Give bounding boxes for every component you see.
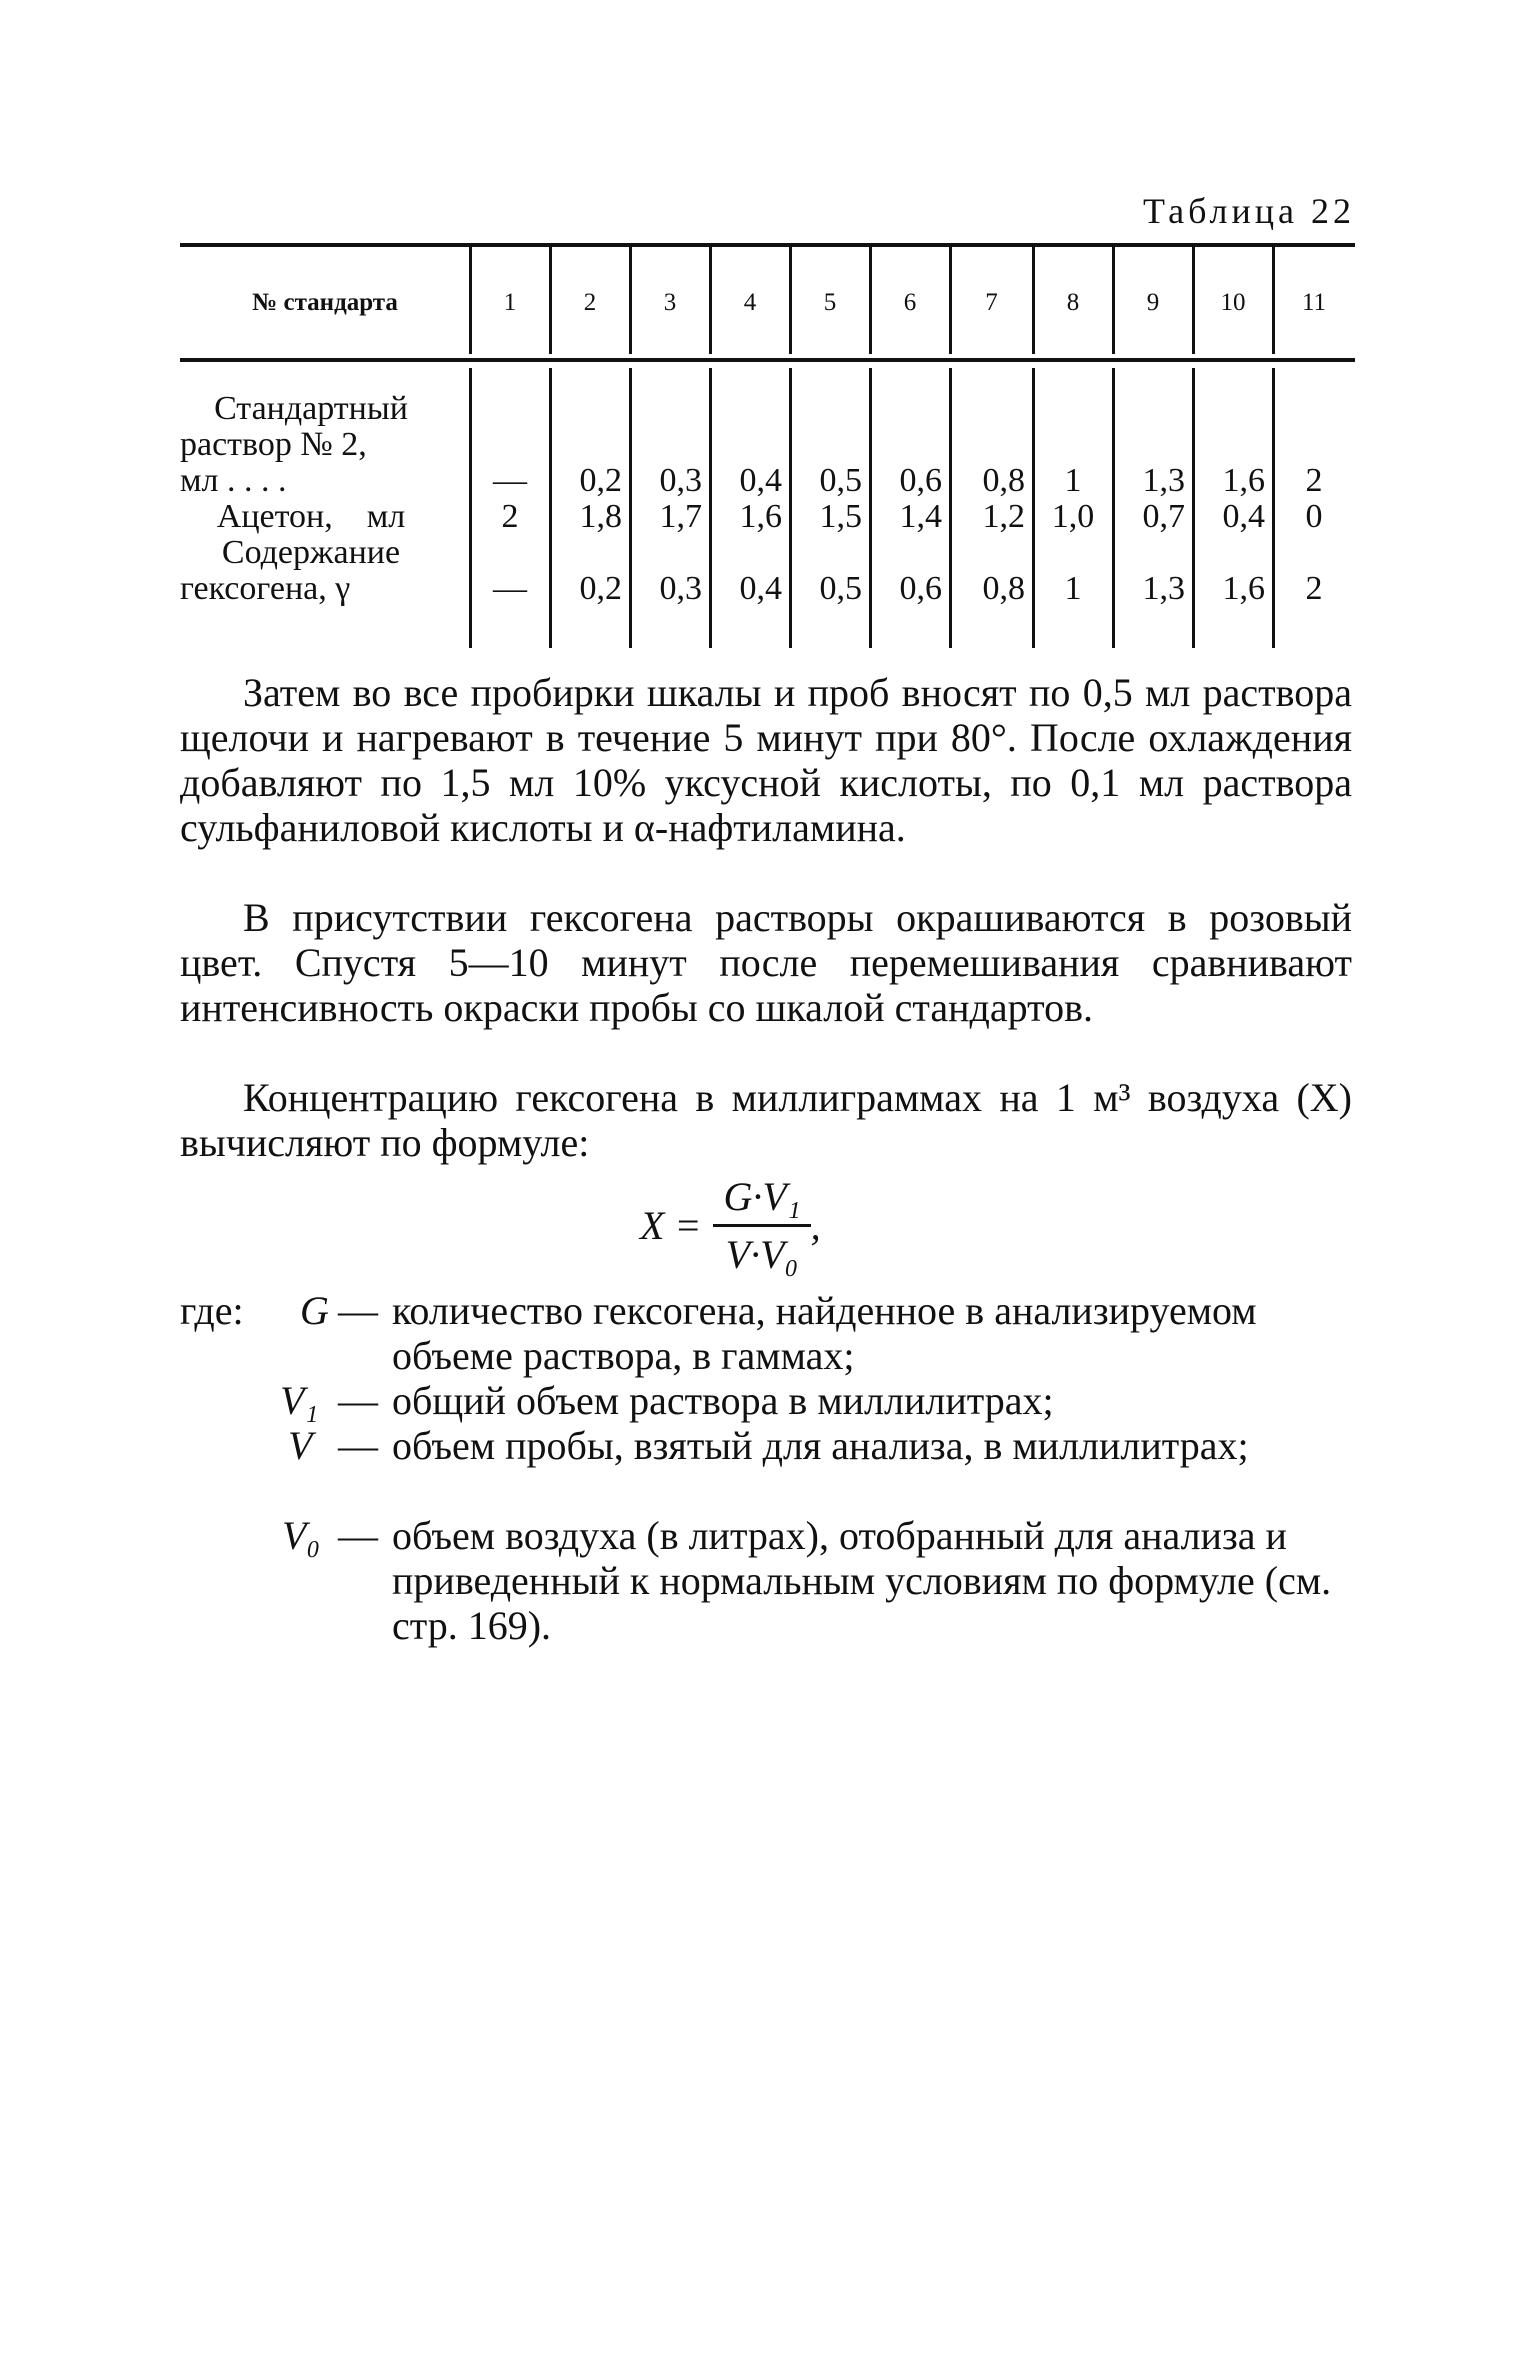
cell-hexogen-content-4: 0,4	[739, 570, 782, 607]
cell-standard-solution-3: 0,3	[659, 462, 702, 499]
column-divider	[1112, 247, 1115, 354]
legend-text-v1: общий объем раствора в миллилитрах;	[392, 1378, 1054, 1423]
cell-standard-solution-9: 1,3	[1142, 462, 1185, 499]
cell-acetone-9: 0,7	[1142, 498, 1185, 535]
header-standard-5: 5	[823, 288, 837, 316]
cell-standard-solution-1: —	[493, 462, 527, 499]
header-standard-10: 10	[1220, 288, 1246, 316]
cell-acetone-10: 0,4	[1222, 498, 1265, 535]
legend-text-v0: объем воздуха (в литрах), отобранный для анализа и приведенный к нормальным условиям по формуле (см. стр. 169).	[392, 1513, 1332, 1648]
cell-hexogen-content-7: 0,8	[982, 570, 1025, 607]
cell-hexogen-content-11: 2	[1305, 570, 1323, 607]
table-header-rule	[180, 358, 1355, 362]
column-divider	[1192, 247, 1195, 354]
cell-hexogen-content-10: 1,6	[1222, 570, 1265, 607]
legend-symbol-v: V	[288, 1423, 313, 1468]
cell-standard-solution-4: 0,4	[739, 462, 782, 499]
header-standard-2: 2	[583, 288, 597, 316]
cell-acetone-1: 2	[501, 498, 519, 535]
cell-acetone-6: 1,4	[899, 498, 942, 535]
legend-dash: —	[338, 1288, 378, 1333]
formula-lhs: X =	[640, 1202, 702, 1248]
paragraph-3: Концентрацию гексогена в миллиграммах на 1 м³ воздуха (X) вычисляют по формуле:	[180, 1075, 1352, 1165]
column-divider	[949, 247, 952, 354]
header-standard-1: 1	[503, 288, 517, 316]
cell-acetone-7: 1,2	[982, 498, 1025, 535]
column-divider	[789, 247, 792, 354]
cell-acetone-2: 1,8	[579, 498, 622, 535]
header-standard-7: 7	[985, 288, 998, 316]
header-standard-8: 8	[1066, 288, 1080, 316]
row-label-hexogen-content: Содержание гексогена, γ	[180, 534, 401, 607]
formula-denominator: V·V₀	[725, 1231, 799, 1277]
formula-trailing: ,	[810, 1202, 821, 1248]
table-caption: Таблица 22	[1143, 191, 1355, 231]
formula	[640, 1160, 821, 1290]
legend-text-v: объем пробы, взятый для анализа, в миллилитрах;	[392, 1423, 1249, 1468]
cell-hexogen-content-1: —	[493, 570, 527, 607]
header-standard-4: 4	[743, 288, 757, 316]
legend-dash: —	[338, 1513, 378, 1558]
column-divider	[469, 247, 472, 354]
header-standard-11: 11	[1301, 288, 1327, 316]
column-divider	[709, 247, 712, 354]
cell-standard-solution-7: 0,8	[982, 462, 1025, 499]
formula-fraction	[713, 1173, 810, 1278]
cell-standard-solution-8: 1	[1064, 462, 1082, 499]
column-divider	[1032, 247, 1035, 354]
cell-standard-solution-11: 2	[1305, 462, 1323, 499]
column-divider	[629, 247, 632, 354]
legend-dash: —	[338, 1423, 378, 1468]
header-standard-3: 3	[663, 288, 677, 316]
legend-intro: где:	[180, 1288, 244, 1333]
formula-numerator: G·V₁	[713, 1173, 810, 1227]
cell-acetone-4: 1,6	[739, 498, 782, 535]
column-divider	[869, 247, 872, 354]
cell-hexogen-content-5: 0,5	[819, 570, 862, 607]
legend-text-g: количество гексогена, найденное в анализируемом объеме раствора, в гаммах;	[392, 1288, 1257, 1378]
cell-acetone-8: 1,0	[1051, 498, 1095, 535]
header-standard-9: 9	[1146, 288, 1160, 316]
cell-hexogen-content-6: 0,6	[899, 570, 942, 607]
column-divider	[549, 247, 552, 354]
standards-table	[180, 243, 1355, 648]
paragraph-1: Затем во все пробирки шкалы и проб вносят по 0,5 мл раствора щелочи и нагревают в течение 5 минут при 80°. После охлаждения добавляют по 1,5 мл 10% уксусной кислоты, по 0,1 мл раствора сульфаниловой кислоты и α-нафтиламина.	[180, 670, 1352, 850]
header-standard-6: 6	[903, 288, 917, 316]
cell-acetone-5: 1,5	[819, 498, 862, 535]
cell-standard-solution-10: 1,6	[1222, 462, 1265, 499]
cell-acetone-3: 1,7	[659, 498, 702, 535]
legend-symbol-g: G	[300, 1288, 329, 1333]
legend-symbol-v0: V₀	[282, 1513, 321, 1558]
paragraph-2: В присутствии гексогена растворы окрашиваются в розовый цвет. Спустя 5—10 минут после перемешивания сравнивают интенсивность окраски пробы со шкалой стандартов.	[180, 895, 1352, 1030]
cell-acetone-11: 0	[1305, 498, 1323, 535]
cell-hexogen-content-2: 0,2	[579, 570, 622, 607]
row-label-standard-solution: Стандартный раствор № 2, мл . . . .	[180, 390, 408, 499]
cell-standard-solution-2: 0,2	[579, 462, 622, 499]
cell-standard-solution-5: 0,5	[819, 462, 862, 499]
legend-dash: —	[338, 1378, 378, 1423]
cell-hexogen-content-8: 1	[1064, 570, 1082, 607]
column-divider	[1272, 247, 1275, 354]
header-standard-number: № стандарта	[252, 288, 398, 316]
cell-hexogen-content-9: 1,3	[1142, 570, 1185, 607]
row-label-acetone: Ацетон, мл	[216, 498, 406, 535]
cell-standard-solution-6: 0,6	[899, 462, 942, 499]
legend-symbol-v1: V₁	[280, 1378, 319, 1423]
cell-hexogen-content-3: 0,3	[659, 570, 702, 607]
